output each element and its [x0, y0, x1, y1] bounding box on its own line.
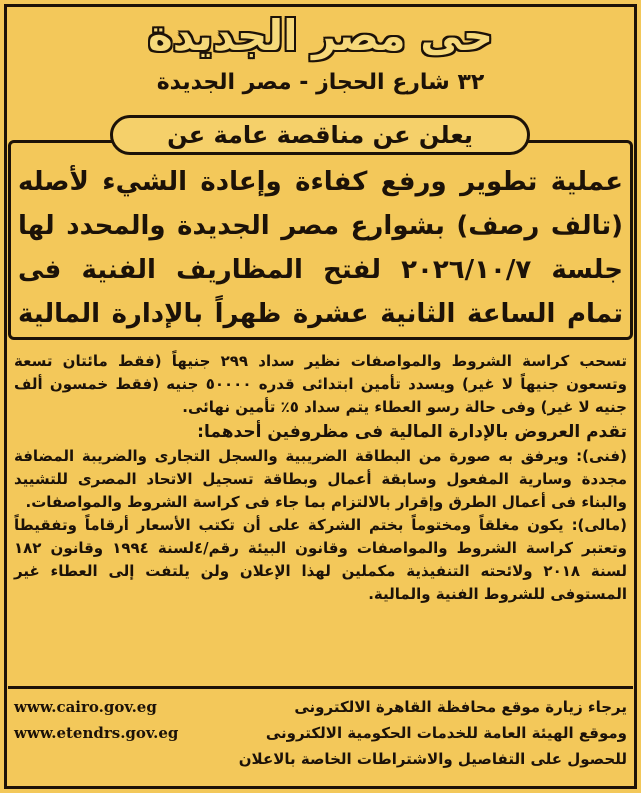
footer-row-cairo [14, 694, 627, 720]
project-description [18, 160, 623, 336]
financial-text: يكون مغلقاً ومختوماً بختم الشركة على أن تكتب الأسعار أرقاماً وتفقيطاً وتعتبر كراسة الشروط والمواصفات وقانون البيئة رقم/٤لسنة ١٩٩٤ وقانون ١٨٢ لسنة ٢٠١٨ ولائحته التنفيذية مكملين لهذا الإعلان ولن يلتفت إلى العطاء غير المستوفى للشروط الفنية والمالية. [14, 516, 627, 603]
project-line: تمام الساعة الثانية عشرة ظهراً بالإدارة المالية [18, 299, 623, 329]
technical-envelope [14, 445, 627, 514]
financial-tag: (مالى): [571, 516, 627, 534]
footer-divider [8, 686, 633, 689]
footer-details-text: للحصول على التفاصيل والاشتراطات الخاصة بالاعلان [238, 750, 627, 768]
ad-footer [14, 694, 627, 772]
project-line: عملية تطوير ورفع كفاءة وإعادة الشيء لأصله [18, 167, 623, 197]
footer-etenders-text: وموقع الهيئة العامة للخدمات الحكومية الالكترونى [265, 724, 627, 742]
technical-text: ويرفق به صورة من البطاقة الضريبية والسجل التجارى والضريبة المضافة مجددة وسارية المفعول وسابقة أعمال وبطاقة تسجيل الاتحاد المصرى للتشييد والبناء فى أعمال الطرق وإقرار بالالتزام بما جاء فى كراسة الشروط والمواصفات. [14, 447, 627, 511]
district-address: ٣٢ شارع الحجاز - مصر الجديدة [156, 70, 485, 95]
project-line: (تالف رصف) بشوارع مصر الجديدة والمحدد لها [18, 211, 623, 241]
announcement-banner: يعلن عن مناقصة عامة عن [110, 115, 530, 155]
footer-row-etenders [14, 720, 627, 746]
cairo-website-link[interactable]: www.cairo.gov.eg [14, 698, 157, 716]
technical-tag: (فنى): [576, 447, 627, 465]
financial-envelope [14, 514, 627, 606]
terms-paragraph: تسحب كراسة الشروط والمواصفات نظير سداد ٢٩٩ جنيهاً (فقط مائتان تسعة وتسعون جنيهاً لا غير) ويسدد تأمين ابتدائى قدره ٥٠٠٠٠ جنيه (فقط خمسون ألف جنيه لا غير) وفى حالة رسو العطاء يتم سداد ٥٪ تأمين نهائى. [14, 352, 627, 416]
project-line: جلسة ٢٠٢٦/١٠/٧ لفتح المظاريف الفنية فى [18, 255, 623, 285]
ad-header [7, 7, 634, 107]
footer-cairo-text: يرجاء زيارة موقع محافظة القاهرة الالكترونى [294, 698, 627, 716]
bids-section-title: تقدم العروض بالإدارة المالية فى مظروفين أحدهما: [197, 422, 627, 442]
etenders-website-link[interactable]: www.etendrs.gov.eg [14, 724, 179, 742]
district-title: حى مصر الجديدة [147, 11, 494, 60]
tender-details [14, 350, 627, 606]
